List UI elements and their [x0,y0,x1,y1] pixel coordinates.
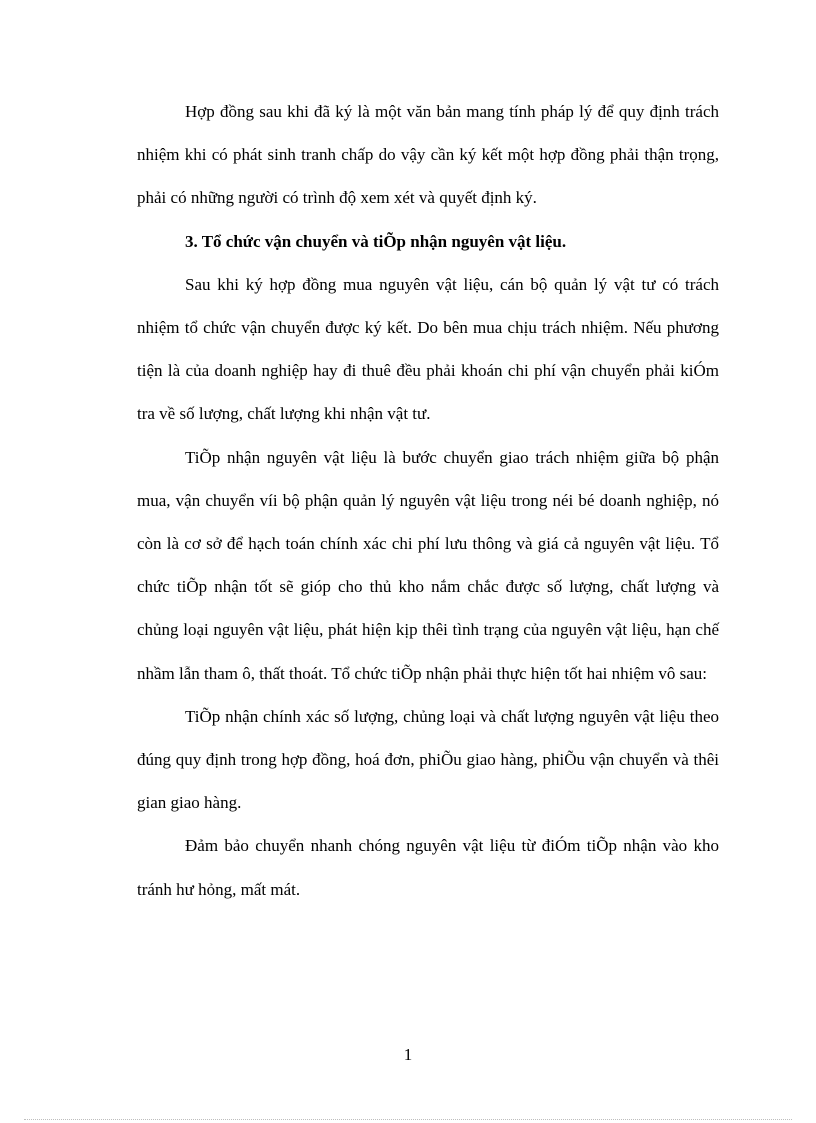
document-body [137,90,719,911]
paragraph-transport-organization: Sau khi ký hợp đồng mua nguyên vật liệu, cán bộ quản lý vật tư có trách nhiệm tổ chức vận chuyển được ký kết. Do bên mua chịu trách nhiệm. Nếu phương tiện là của doanh nghiệp hay đi thuê đều phải khoán chi phí vận chuyển phải kiÓm tra về số lượng, chất lượng khi nhận vật tư. [137,274,719,424]
section-heading [137,220,719,263]
page-number: 1 [403,1045,413,1064]
paragraph-receiving-materials: TiÕp nhận nguyên vật liệu là bước chuyển giao trách nhiệm giữa bộ phận mua, vận chuyển víi bộ phận quản lý nguyên vật liệu trong néi bé doanh nghiệp, nó còn là cơ sở để hạch toán chính xác chi phí lưu thông và giá cả nguyên vật liệu. Tổ chức tiÕp nhận tốt sẽ gióp cho thủ kho nắm chắc được số lượng, chất lượng và chủng loại nguyên vật liệu, phát hiện kịp thêi tình trạng của nguyên vật liệu, hạn chế nhầm lẫn tham ô, thất thoát. Tổ chức tiÕp nhận phải thực hiện tốt hai nhiệm vô sau: [137,447,719,683]
paragraph-fast-storage: Đảm bảo chuyển nhanh chóng nguyên vật liệu từ điÓm tiÕp nhận vào kho tránh hư hỏng, mất mát. [137,836,719,899]
paragraph-receiving-accuracy: TiÕp nhận chính xác số lượng, chủng loại và chất lượng nguyên vật liệu theo đúng quy định trong hợp đồng, hoá đơn, phiÕu giao hàng, phiÕu vận chuyển và thêi gian giao hàng. [137,706,719,813]
paragraph-contract-legal: Hợp đồng sau khi đã ký là một văn bản mang tính pháp lý để quy định trách nhiệm khi có phát sinh tranh chấp do vậy cần ký kết một hợp đồng phải thận trọng, phải có những người có trình độ xem xét và quyết định ký. [137,102,719,208]
section-heading-text: 3. Tổ chức vận chuyển và tiÕp nhận nguyên vật liệu [185,231,562,251]
page-bottom-divider [24,1119,792,1120]
section-heading-period: . [561,231,567,251]
